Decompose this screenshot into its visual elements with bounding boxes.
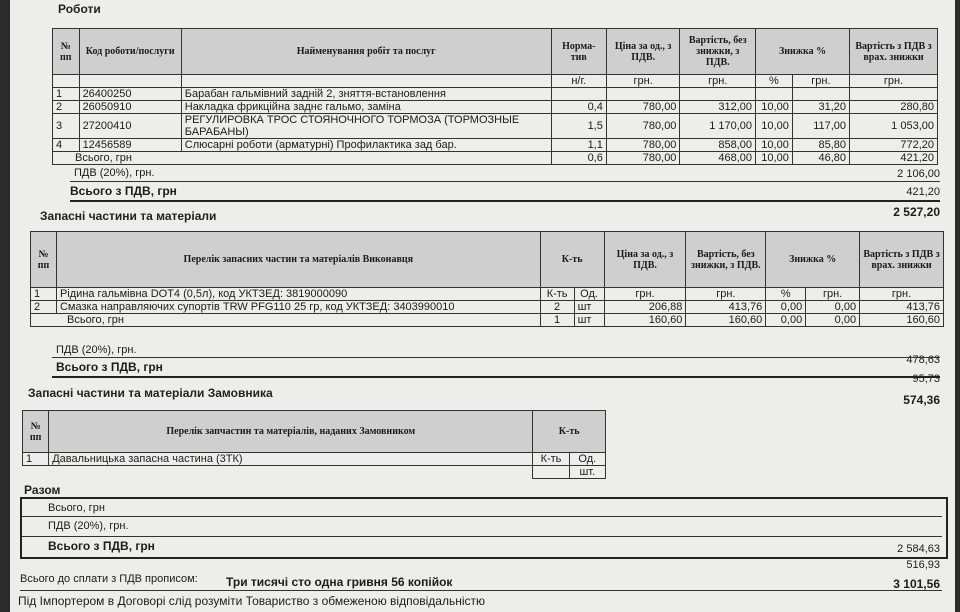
parts-header-cost: Вартість, без знижки, з ПДВ. xyxy=(686,232,766,288)
row-name: РЕГУЛИРОВКА ТРОС СТОЯНОЧНОГО ТОРМОЗА (ТОРМОЗНЫЕ БАРАБАНЫ) xyxy=(181,114,551,139)
row-discount-pct: 10,00 xyxy=(756,152,793,165)
works-header-norm: Норма-тив xyxy=(551,29,606,75)
row-total: 280,80 xyxy=(850,101,938,114)
table-row xyxy=(23,466,606,479)
table-row xyxy=(53,152,938,165)
works-header-name: Найменування робіт та послуг xyxy=(181,29,551,75)
row-cost: 160,60 xyxy=(686,314,766,327)
parts-unit-dv: грн. xyxy=(806,288,860,301)
works-header-discount: Знижка % xyxy=(756,29,850,75)
row-name: Барабан гальмівний задній 2, зняття-встановлення xyxy=(181,88,551,101)
row-unit: Од. xyxy=(569,453,605,466)
summary-vat-label: ПДВ (20%), грн. xyxy=(48,520,129,532)
total-value: 3 101,56 xyxy=(893,577,940,591)
table-row xyxy=(53,114,938,139)
row-discount-val: 117,00 xyxy=(792,114,849,139)
table-row xyxy=(23,453,606,466)
row-total xyxy=(850,88,938,101)
row-code: 26050910 xyxy=(79,101,181,114)
row-unit: шт xyxy=(574,301,604,314)
row-discount-pct: 10,00 xyxy=(756,114,793,139)
table-row xyxy=(31,301,944,314)
works-title: Роботи xyxy=(58,2,101,16)
row-discount-val: 0,00 xyxy=(806,301,860,314)
total-words-label: Всього до сплати з ПДВ прописом: xyxy=(20,573,198,585)
row-discount-val: 0,00 xyxy=(806,314,860,327)
row-name: Давальницька запасна частина (3ТК) xyxy=(49,453,533,466)
works-sum-vat-label: Всього з ПДВ, грн xyxy=(70,184,177,198)
row-cost: 312,00 xyxy=(680,101,756,114)
works-vat-label: ПДВ (20%), грн. xyxy=(74,167,155,179)
row-norm: 1,1 xyxy=(551,139,606,152)
row-cost: 1 170,00 xyxy=(680,114,756,139)
works-header-cost: Вартість, без знижки, з ПДВ. xyxy=(680,29,756,75)
works-table xyxy=(52,28,938,165)
summary-sum-value: 2 584,63 xyxy=(897,543,940,555)
parts-grand-value: 574,36 xyxy=(903,393,940,407)
row-num: 1 xyxy=(23,453,49,466)
customer-header-num: № пп xyxy=(23,411,49,453)
row-norm: 1,5 xyxy=(551,114,606,139)
row-discount-val xyxy=(792,88,849,101)
table-row xyxy=(31,288,944,301)
row-num: 2 xyxy=(53,101,80,114)
works-sum-vat-value: 421,20 xyxy=(906,186,940,198)
row-price: 780,00 xyxy=(606,139,680,152)
parts-header-num: № пп xyxy=(31,232,57,288)
row-norm: 0,6 xyxy=(551,152,606,165)
row-price: 780,00 xyxy=(606,114,680,139)
row-price xyxy=(606,88,680,101)
parts-header-name: Перелік запасних частин та матеріалів Виконавця xyxy=(56,232,540,288)
row-num: 1 xyxy=(31,288,57,301)
customer-parts-title: Запасні частини та матеріали Замовника xyxy=(28,386,273,400)
row-norm xyxy=(551,88,606,101)
parts-header-total: Вартість з ПДВ з врах. знижки xyxy=(860,232,944,288)
customer-parts-table xyxy=(22,410,606,479)
row-total: 421,20 xyxy=(850,152,938,165)
parts-title: Запасні частини та матеріали xyxy=(40,209,217,223)
works-unit-total: грн. xyxy=(850,75,938,88)
row-cost: 413,76 xyxy=(686,301,766,314)
works-unit-dp: % xyxy=(756,75,793,88)
works-header-price: Ціна за од., з ПДВ. xyxy=(606,29,680,75)
table-row xyxy=(31,314,944,327)
row-total: 772,20 xyxy=(850,139,938,152)
parts-unit-cost: грн. xyxy=(686,288,766,301)
parts-unit-total: грн. xyxy=(860,288,944,301)
works-unit-cost: грн. xyxy=(680,75,756,88)
summary-title: Разом xyxy=(24,483,61,497)
row-code: 27200410 xyxy=(79,114,181,139)
row-unit: шт xyxy=(574,314,604,327)
parts-unit-qty: К-ть xyxy=(540,288,574,301)
works-sum-label: Всього, грн xyxy=(53,152,552,165)
divider xyxy=(52,376,940,378)
row-qty: К-ть xyxy=(533,453,569,466)
row-qty: 1 xyxy=(540,314,574,327)
parts-sum-vat-value: 95,73 xyxy=(912,373,940,385)
row-total: 160,60 xyxy=(860,314,944,327)
parts-header-price: Ціна за од., з ПДВ. xyxy=(604,232,686,288)
row-discount-val: 46,80 xyxy=(792,152,849,165)
parts-header-discount: Знижка % xyxy=(766,232,860,288)
parts-header-qty: К-ть xyxy=(540,232,604,288)
row-discount-pct: 0,00 xyxy=(766,301,806,314)
parts-vat-value: 478,63 xyxy=(906,354,940,366)
table-row xyxy=(53,101,938,114)
works-unit-norm: н/г. xyxy=(551,75,606,88)
works-header-total: Вартість з ПДВ з врах. знижки xyxy=(850,29,938,75)
divider xyxy=(20,590,942,591)
works-unit-dv: грн. xyxy=(792,75,849,88)
parts-vat-label: ПДВ (20%), грн. xyxy=(56,344,137,356)
works-unit-price: грн. xyxy=(606,75,680,88)
row-code: 12456589 xyxy=(79,139,181,152)
row-discount-val: 85,80 xyxy=(792,139,849,152)
parts-table xyxy=(30,231,944,327)
footer-text: Під Імпортером в Договорі слід розуміти Товариство з обмеженою відповідальністю xyxy=(18,594,485,608)
row-num: 2 xyxy=(31,301,57,314)
divider xyxy=(70,200,940,202)
summary-sum-vat-label: Всього з ПДВ, грн xyxy=(48,539,155,553)
row-discount-val: 31,20 xyxy=(792,101,849,114)
total-words: Три тисячі сто одна гривня 56 копійок xyxy=(226,575,453,589)
row-price: 206,88 xyxy=(604,301,686,314)
parts-unit-dp: % xyxy=(766,288,806,301)
row-price: 160,60 xyxy=(604,314,686,327)
parts-unit-unit: Од. xyxy=(574,288,604,301)
row-cost: 468,00 xyxy=(680,152,756,165)
row-name: Накладка фрикційна заднє гальмо, заміна xyxy=(181,101,551,114)
row-norm: 0,4 xyxy=(551,101,606,114)
works-header-num: № пп xyxy=(53,29,80,75)
row-num: 4 xyxy=(53,139,80,152)
row-cost xyxy=(680,88,756,101)
parts-sum-vat-label: Всього з ПДВ, грн xyxy=(56,360,163,374)
parts-unit-price: грн. xyxy=(604,288,686,301)
works-grand-value: 2 527,20 xyxy=(893,205,940,219)
works-units-row xyxy=(53,75,938,88)
table-row xyxy=(53,88,938,101)
divider xyxy=(70,181,940,182)
row-name: Рідина гальмівна DOT4 (0,5л), код УКТЗЕД: 3819000090 xyxy=(56,288,540,301)
customer-header-name: Перелік запчастин та матеріалів, наданих Замовником xyxy=(49,411,533,453)
row-qty: 2 xyxy=(540,301,574,314)
row-unit: шт. xyxy=(569,466,605,479)
divider xyxy=(22,536,942,537)
row-discount-pct: 10,00 xyxy=(756,139,793,152)
row-num: 3 xyxy=(53,114,80,139)
row-name: Слюсарні роботи (арматурні) Профилактика зад бар. xyxy=(181,139,551,152)
works-header-code: Код роботи/послуги xyxy=(79,29,181,75)
summary-vat-value: 516,93 xyxy=(906,559,940,571)
row-num: 1 xyxy=(53,88,80,101)
divider xyxy=(52,357,940,358)
table-row xyxy=(53,139,938,152)
row-price: 780,00 xyxy=(606,101,680,114)
divider xyxy=(22,516,942,517)
summary-sum-label: Всього, грн xyxy=(48,502,105,514)
row-name: Смазка направляючих супортів TRW PFG110 25 гр, код УКТЗЕД: 3403990010 xyxy=(56,301,540,314)
row-discount-pct xyxy=(756,88,793,101)
row-total: 1 053,00 xyxy=(850,114,938,139)
row-total: 413,76 xyxy=(860,301,944,314)
row-code: 26400250 xyxy=(79,88,181,101)
row-price: 780,00 xyxy=(606,152,680,165)
row-discount-pct: 10,00 xyxy=(756,101,793,114)
works-vat-value: 2 106,00 xyxy=(897,168,940,180)
customer-header-qty: К-ть xyxy=(533,411,606,453)
parts-sum-label: Всього, грн xyxy=(31,314,541,327)
summary-box xyxy=(20,497,948,559)
row-discount-pct: 0,00 xyxy=(766,314,806,327)
invoice-page xyxy=(10,0,955,612)
row-cost: 858,00 xyxy=(680,139,756,152)
